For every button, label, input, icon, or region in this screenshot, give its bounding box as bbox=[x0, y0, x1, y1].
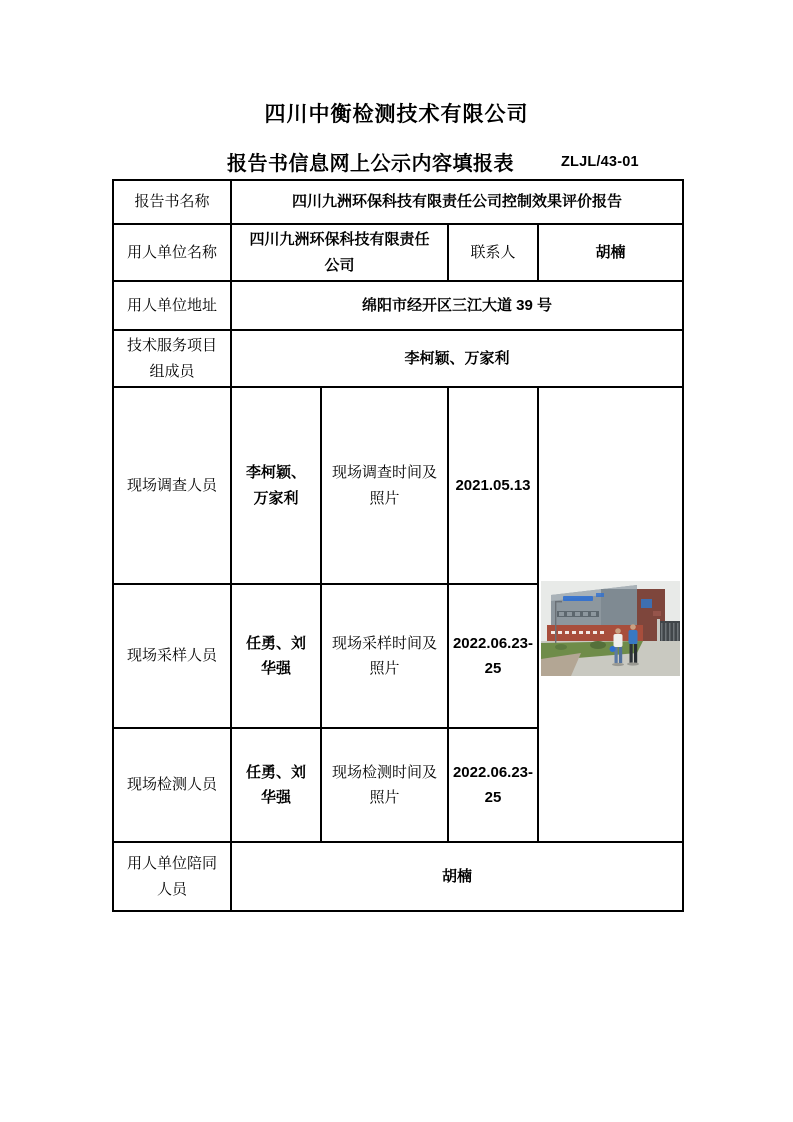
report-name-label: 报告书名称 bbox=[113, 180, 231, 224]
report-publicity-form-table bbox=[112, 179, 684, 912]
employer-address-value: 绵阳市经开区三江大道 39 号 bbox=[231, 281, 683, 330]
row-employer-address bbox=[113, 281, 683, 330]
employer-name-label: 用人单位名称 bbox=[113, 224, 231, 281]
row-escort bbox=[113, 842, 683, 911]
escort-value: 胡楠 bbox=[231, 842, 683, 911]
form-code: ZLJL/43-01 bbox=[561, 154, 639, 170]
testing-time-value: 2022.06.23-25 bbox=[448, 728, 538, 842]
contact-value: 胡楠 bbox=[538, 224, 683, 281]
testing-label: 现场检测人员 bbox=[113, 728, 231, 842]
contact-label: 联系人 bbox=[448, 224, 538, 281]
form-title: 报告书信息网上公示内容填报表 bbox=[227, 153, 514, 175]
row-project-team bbox=[113, 330, 683, 387]
project-team-label: 技术服务项目组成员 bbox=[113, 330, 231, 387]
survey-label: 现场调查人员 bbox=[113, 387, 231, 584]
escort-label: 用人单位陪同人员 bbox=[113, 842, 231, 911]
sampling-label: 现场采样人员 bbox=[113, 584, 231, 728]
survey-time-label: 现场调查时间及照片 bbox=[321, 387, 448, 584]
company-title: 四川中衡检测技术有限公司 bbox=[264, 103, 529, 126]
row-survey bbox=[113, 387, 683, 584]
testing-time-label: 现场检测时间及照片 bbox=[321, 728, 448, 842]
employer-address-label: 用人单位地址 bbox=[113, 281, 231, 330]
sampling-time-value: 2022.06.23-25 bbox=[448, 584, 538, 728]
survey-time-value: 2021.05.13 bbox=[448, 387, 538, 584]
sampling-people: 任勇、刘华强 bbox=[231, 584, 321, 728]
testing-people: 任勇、刘华强 bbox=[231, 728, 321, 842]
site-photo bbox=[541, 581, 680, 676]
employer-name-value: 四川九洲环保科技有限责任公司 bbox=[231, 224, 448, 281]
photo-ground bbox=[541, 641, 680, 676]
report-name-value: 四川九洲环保科技有限责任公司控制效果评价报告 bbox=[231, 180, 683, 224]
sampling-time-label: 现场采样时间及照片 bbox=[321, 584, 448, 728]
row-employer-name bbox=[113, 224, 683, 281]
project-team-value: 李柯颖、万家利 bbox=[231, 330, 683, 387]
row-report-name bbox=[113, 180, 683, 224]
photo-cell bbox=[538, 387, 683, 842]
survey-people: 李柯颖、万家利 bbox=[231, 387, 321, 584]
